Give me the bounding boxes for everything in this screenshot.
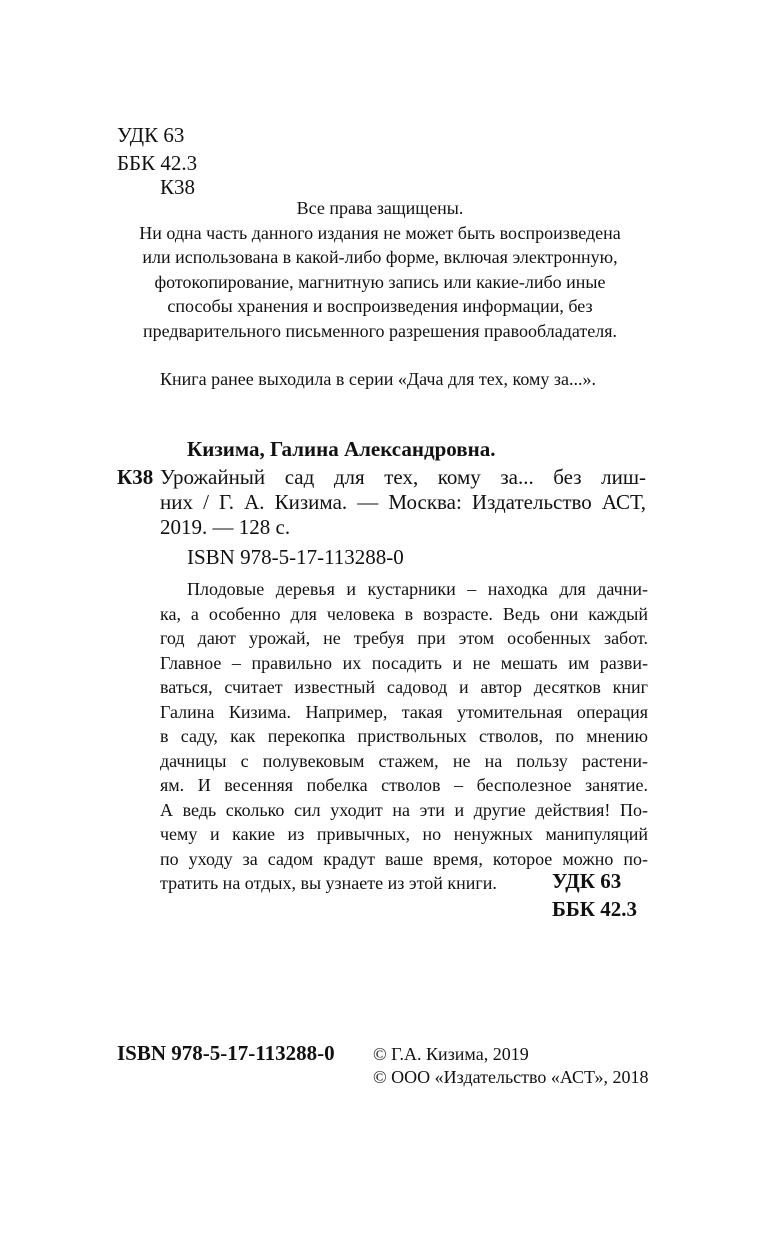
annotation-line: Галина Кизима. Например, такая утомительная операция (160, 701, 648, 722)
series-note: Книга ранее выходила в серии «Дача для тех, кому за...». (160, 369, 596, 389)
catalog-entry-line: них / Г. А. Кизима. — Москва: Издательство АСТ, (160, 490, 646, 514)
rights-line: способы хранения и воспроизведения информации, без (167, 296, 593, 316)
bbk-code: ББК 42.3 (117, 151, 198, 175)
rights-line: или использована в какой-либо форме, включая электронную, (142, 247, 618, 267)
annotation-line: тратить на отдых, вы узнаете из этой книги. (160, 873, 497, 893)
annotation-line: чему и какие из привычных, но ненужных манипуляций (160, 824, 648, 844)
annotation-line: Главное – правильно их посадить и не мешать им разви- (160, 652, 648, 673)
udk-code: УДК 63 (117, 123, 185, 147)
rights-line: Ни одна часть данного издания не может быть воспроизведена (139, 222, 621, 243)
annotation-line: А ведь сколько сил уходит на эти и другие действия! По- (160, 799, 648, 820)
catalog-entry-line: Урожайный сад для тех, кому за... без лиш- (160, 465, 646, 489)
annotation (160, 577, 648, 896)
catalog-author: Кизима, Галина Александровна. (187, 437, 496, 461)
rights-notice (100, 196, 660, 343)
rights-title: Все права защищены. (296, 198, 464, 218)
imprint-isbn: ISBN 978-5-17-113288-0 (117, 1041, 335, 1065)
footer-udk-code: УДК 63 (552, 869, 622, 893)
annotation-line: в саду, как перекопка приствольных стволов, по мнению (160, 726, 648, 746)
catalog-isbn: ISBN 978-5-17-113288-0 (187, 545, 404, 569)
annotation-line: ка, а особенно для человека в возрасте. Ведь они каждый (160, 603, 648, 624)
annotation-line: ям. И весенняя побелка стволов – бесполезное занятие. (160, 775, 648, 795)
annotation-line: Плодовые деревья и кустарники – находка для дачни- (187, 579, 648, 599)
annotation-line: ваться, считает известный садовод и автор десятков книг (160, 677, 648, 697)
footer-bbk-code: ББК 42.3 (552, 897, 637, 921)
rights-line: предварительного письменного разрешения правообладателя. (142, 320, 618, 341)
annotation-line: дачницы с полувековым стажем, не на пользу растени- (160, 750, 648, 771)
copyright-publisher: © ООО «Издательство «АСТ», 2018 (373, 1067, 649, 1087)
catalog-entry-line: 2019. — 128 с. (160, 515, 291, 539)
catalog-entry (160, 465, 646, 540)
annotation-line: по уходу за садом крадут ваше время, которое можно по- (160, 848, 648, 869)
author-mark: К38 (160, 175, 196, 199)
annotation-line: год дают урожай, не требуя при этом особенных забот. (160, 628, 648, 648)
rights-line: фотокопирование, магнитную запись или какие-либо иные (154, 271, 606, 292)
copyright-author: © Г.А. Кизима, 2019 (373, 1044, 529, 1064)
catalog-mark: К38 (117, 465, 154, 489)
